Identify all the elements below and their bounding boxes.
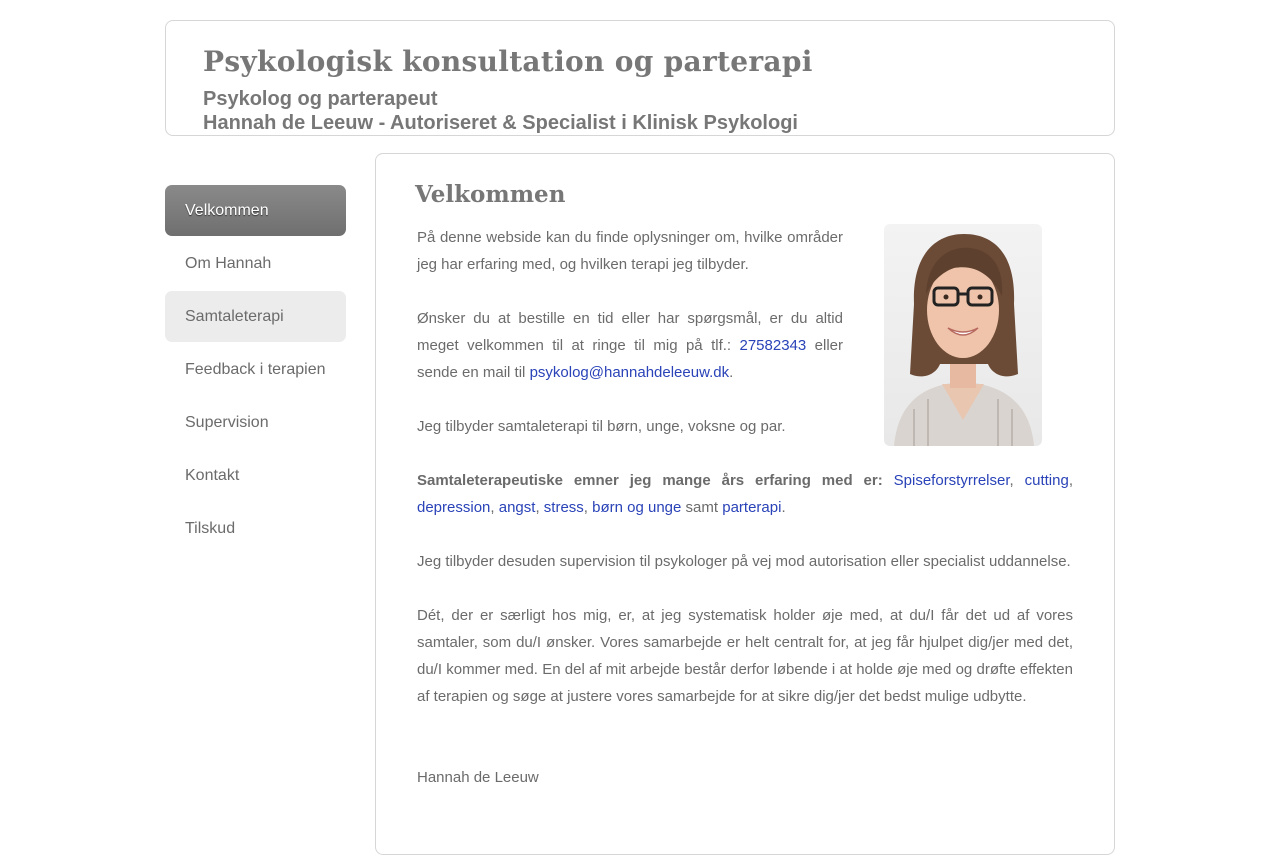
nav-item-supervision[interactable]: Supervision — [185, 414, 269, 431]
nav-item-samtaleterapi[interactable]: Samtaleterapi — [165, 291, 346, 342]
topic-link-cutting[interactable]: cutting — [1024, 472, 1069, 489]
topic-link-depression[interactable]: depression — [417, 499, 491, 516]
site-subtitle-credentials: Hannah de Leeuw - Autoriseret & Specialist i Klinisk Psykologi — [203, 112, 798, 134]
topic-link-angst[interactable]: angst — [498, 499, 536, 516]
topic-link-parterapi[interactable]: parterapi — [722, 499, 782, 516]
site-subtitle: Psykolog og parterapeut — [203, 88, 438, 110]
content-panel — [375, 153, 1115, 855]
intro-paragraph: På denne webside kan du finde oplysninger om, hvilke områder jeg har erfaring med, og hvilken terapi jeg tilbyder. — [417, 229, 843, 273]
topic-link-boern-og-unge[interactable]: børn og unge — [592, 499, 682, 516]
email-link[interactable]: psykolog@hannahdeleeuw.dk — [529, 364, 730, 381]
nav-item-kontakt[interactable]: Kontakt — [185, 467, 240, 484]
topics-samt: samt — [685, 499, 719, 516]
portrait-image — [884, 224, 1042, 446]
contact-text-end: . — [729, 364, 734, 381]
main-navigation — [165, 185, 346, 556]
topics-heading: Samtaleterapeutiske emner jeg mange års erfaring med er: — [417, 472, 883, 489]
contact-text-mid: eller sende en mail til — [417, 337, 843, 381]
site-header — [165, 20, 1115, 136]
nav-item-velkommen[interactable]: Velkommen — [165, 185, 346, 236]
topic-link-stress[interactable]: stress — [543, 499, 584, 516]
signature: Hannah de Leeuw — [417, 769, 539, 786]
page-title: Velkommen — [415, 181, 566, 208]
nav-item-feedback[interactable]: Feedback i terapien — [185, 361, 326, 378]
phone-link[interactable]: 27582343 — [739, 337, 807, 354]
topic-link-spiseforstyrrelser[interactable]: Spiseforstyrrelser — [893, 472, 1010, 489]
supervision-paragraph: Jeg tilbyder desuden supervision til psykologer på vej mod autorisation eller specialist uddannelse. — [417, 553, 1071, 570]
contact-paragraph — [417, 305, 843, 386]
site-title[interactable]: Psykologisk konsultation og parterapi — [203, 45, 813, 78]
portrait-photo — [884, 224, 1042, 446]
topics-paragraph: Samtaleterapeutiske emner jeg mange års erfaring med er: Spiseforstyrrelser, cutting, depression, angst, stress, børn og unge samt parterapi. — [417, 472, 1073, 516]
approach-paragraph: Dét, der er særligt hos mig, er, at jeg systematisk holder øje med, at du/I får det ud af vores samtaler, som du/I ønsker. Vores samarbejde er helt centralt for, at jeg får hjulpet dig/jer med det, du/I kommer med. En del af mit arbejde består derfor løbende i at holde øje med og drøfte effekten af terapien og søge at justere vores samarbejde for at sikre dig/jer det bedst mulige udbytte. — [417, 607, 1073, 705]
nav-item-om-hannah[interactable]: Om Hannah — [185, 255, 272, 272]
contact-text: Ønsker du at bestille en tid eller har spørgsmål, er du altid meget velkommen til at ringe til mig på tlf.: — [417, 310, 843, 354]
nav-item-tilskud[interactable]: Tilskud — [185, 520, 236, 537]
therapy-offer-paragraph: Jeg tilbyder samtaleterapi til børn, unge, voksne og par. — [417, 418, 786, 435]
